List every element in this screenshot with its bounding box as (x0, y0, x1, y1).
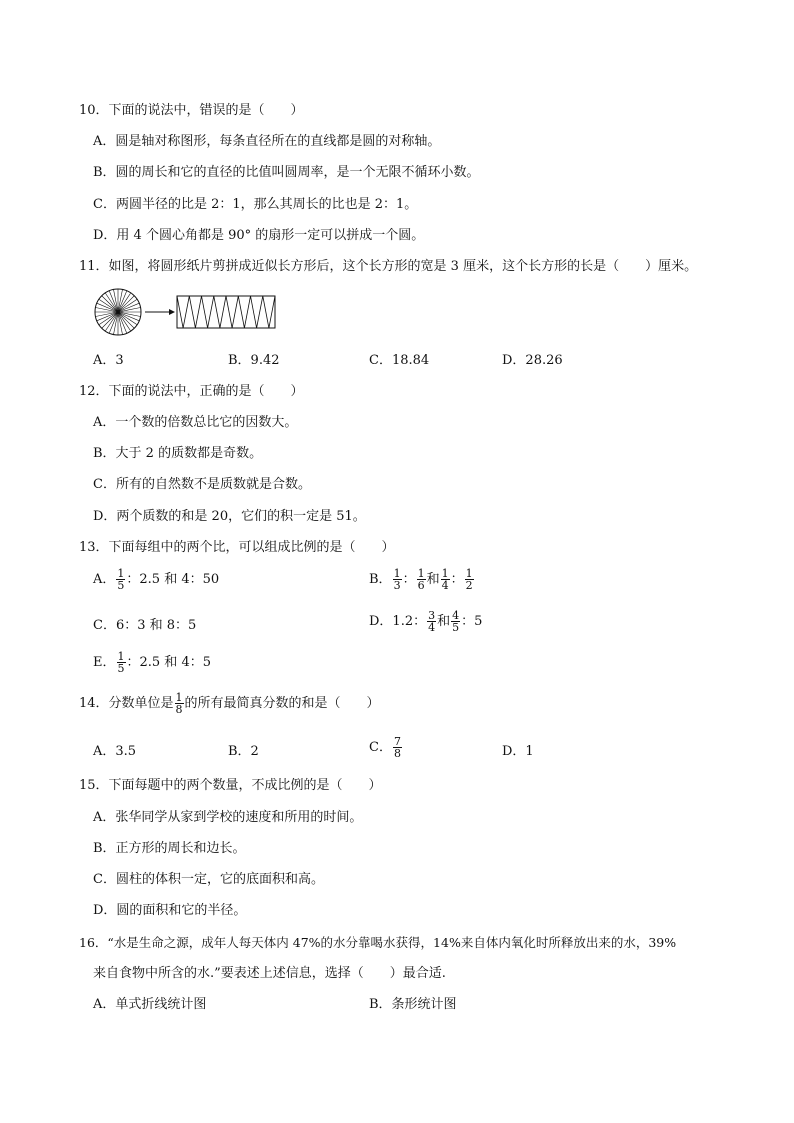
arrow-head (169, 309, 175, 315)
fraction: $\frac{1}{5}$ (117, 650, 125, 675)
q14-stem: 14．分数单位是 $\frac{1}{8}$ 的所有最简真分数的和是（ ） (79, 691, 380, 716)
q12-stem: 12．下面的说法中，正确的是（ ） (79, 384, 304, 399)
sliced-circle (95, 289, 141, 335)
q10-option-a: A．圆是轴对称图形，每条直径所在的直线都是圆的对称轴。 (93, 134, 441, 149)
q11-option-a: A．3 (93, 353, 124, 368)
q16-option-b: B．条形统计图 (369, 997, 457, 1012)
fraction: $\frac{1}{6}$ (417, 567, 425, 592)
fraction: $\frac{1}{5}$ (117, 567, 125, 592)
q13-stem: 13．下面每组中的两个比，可以组成比例的是（ ） (79, 540, 395, 555)
q13-option-c: C．6：3 和 8：5 (93, 618, 197, 633)
q10-option-c: C．两圆半径的比是 2：1，那么其周长的比也是 2：1。 (93, 197, 418, 212)
q14-option-d: D．1 (502, 744, 534, 759)
q10-stem: 10．下面的说法中，错误的是（ ） (79, 103, 304, 118)
q12-option-d: D．两个质数的和是 20，它们的积一定是 51。 (93, 509, 366, 524)
fraction: $\frac{3}{4}$ (428, 609, 436, 634)
fraction: $\frac{1}{4}$ (441, 567, 449, 592)
q15-option-b: B．正方形的周长和边长。 (93, 841, 246, 856)
q16-stem-line1: 16．“水是生命之源，成年人每天体内 47%的水分靠喝水获得，14%来自体内氧化时所释放出来的水，39% (79, 935, 677, 950)
fraction: $\frac{1}{2}$ (465, 567, 473, 592)
fraction: $\frac{1}{8}$ (175, 691, 183, 716)
q10-option-d: D．用 4 个圆心角都是 90° 的扇形一定可以拼成一个圆。 (93, 228, 425, 243)
sector-line (102, 296, 118, 312)
q10-option-b: B．圆的周长和它的直径的比值叫圆周率，是一个无限不循环小数。 (93, 165, 480, 180)
fraction: $\frac{7}{8}$ (393, 735, 401, 760)
q11-option-b: B．9.42 (228, 353, 280, 368)
q12-option-a: A．一个数的倍数总比它的因数大。 (93, 415, 298, 430)
fraction: $\frac{1}{3}$ (393, 567, 401, 592)
q12-option-b: B．大于 2 的质数都是奇数。 (93, 446, 263, 461)
q14-option-b: B．2 (228, 744, 259, 759)
q13-option-e: E． $\frac{1}{5}$ ：2.5 和 4：5 (93, 650, 211, 675)
fraction: $\frac{4}{5}$ (452, 609, 460, 634)
q15-option-c: C．圆柱的体积一定，它的底面积和高。 (93, 872, 324, 887)
q13-option-d: D．1.2： $\frac{3}{4}$ 和 $\frac{4}{5}$ ：5 (369, 609, 483, 634)
q13-option-b: B． $\frac{1}{3}$ ： $\frac{1}{6}$ 和 $\frac{1}{4}$ ： $\frac{1}{2}$ (369, 567, 473, 592)
sector-line (118, 296, 134, 312)
zigzag-rectangle (177, 296, 275, 328)
q15-option-d: D．圆的面积和它的半径。 (93, 903, 247, 918)
q15-stem: 15．下面每题中的两个数量，不成比例的是（ ） (79, 778, 382, 793)
q11-option-c: C．18.84 (369, 353, 430, 368)
sector-line (102, 312, 118, 328)
q11-option-d: D．28.26 (502, 353, 563, 368)
q14-option-a: A．3.5 (93, 744, 137, 759)
q16-option-a: A．单式折线统计图 (93, 997, 207, 1012)
q12-option-c: C．所有的自然数不是质数就是合数。 (93, 477, 311, 492)
q16-stem-line2: 来自食物中所含的水.”要表述上述信息，选择（ ）最合适. (93, 966, 446, 981)
q11-stem: 11．如图，将圆形纸片剪拼成近似长方形后，这个长方形的宽是 3 厘米，这个长方形的长是（ ）厘米。 (79, 259, 698, 274)
sector-line (118, 312, 134, 328)
q13-option-a: A． $\frac{1}{5}$ ：2.5 和 4：50 (93, 567, 220, 592)
q14-option-c: C． $\frac{7}{8}$ (369, 735, 401, 760)
q15-option-a: A．张华同学从家到学校的速度和所用的时间。 (93, 810, 363, 825)
circle-to-rectangle-figure (93, 287, 278, 337)
